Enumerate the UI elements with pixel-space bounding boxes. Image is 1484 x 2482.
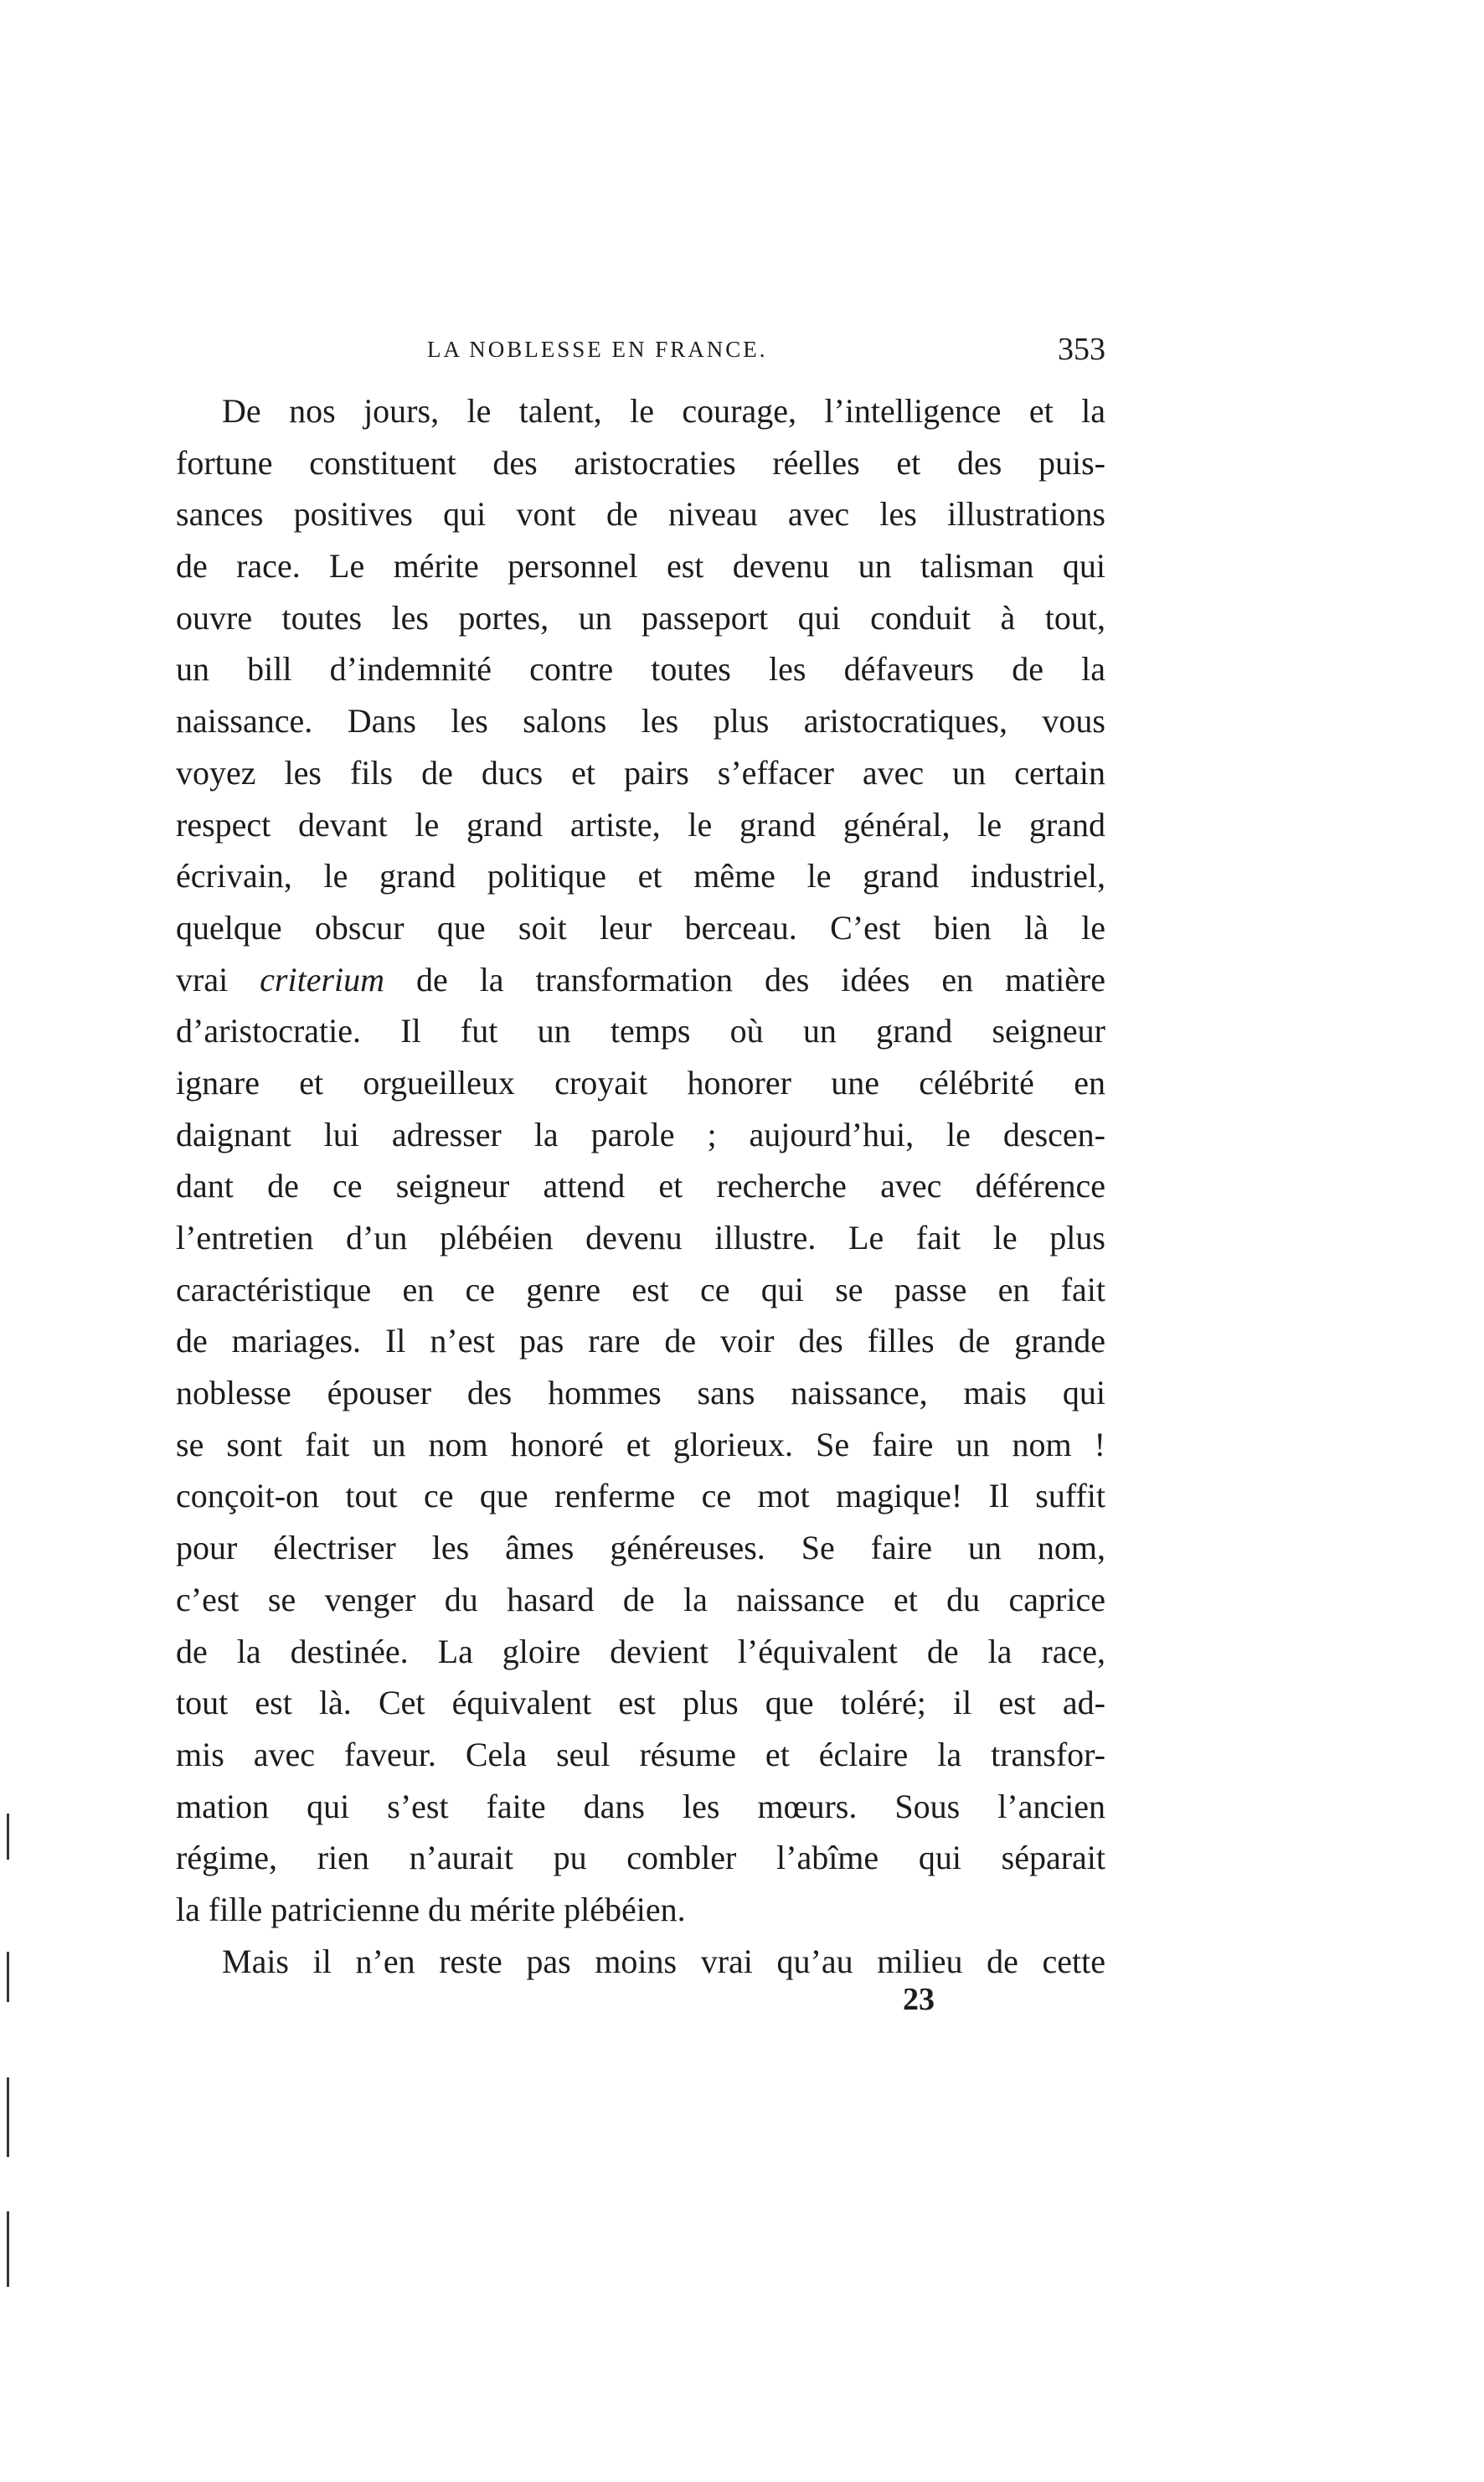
text-line: respect devant le grand artiste, le grand général, le grand [176,805,1105,844]
signature-mark: 23 [903,1982,935,2017]
text-line: un bill d’indemnité contre toutes les défaveurs de la [176,650,1105,689]
text-line: mis avec faveur. Cela seul résume et éclaire la transfor- [176,1735,1105,1773]
text-line: fortune constituent des aristocraties réelles et des puis- [176,443,1105,482]
italic-term: criterium [260,960,385,998]
margin-scan-mark [7,2211,9,2287]
text-line [176,954,1105,1006]
text-line: tout est là. Cet équivalent est plus que toléré; il est ad- [176,1684,1105,1722]
text-segment: vrai [176,960,260,998]
text-line: la fille patricienne du mérite plébéien. [176,1890,686,1928]
text-line: de race. Le mérite personnel est devenu un talisman qui [176,547,1105,586]
text-line: d’aristocratie. Il fut un temps où un grand seigneur [176,1012,1105,1050]
text-line: noblesse épouser des hommes sans naissance, mais qui [176,1374,1105,1412]
text-line: mation qui s’est faite dans les mœurs. Sous l’ancien [176,1787,1105,1825]
text-line: de la destinée. La gloire devient l’équivalent de la race, [176,1632,1105,1670]
running-head [176,328,1105,370]
text-segment: de la transformation des idées en matière [384,960,1106,998]
text-line: l’entretien d’un plébéien devenu illustre. Le fait le plus [176,1219,1105,1256]
text-line: ouvre toutes les portes, un passeport qui conduit à tout, [176,598,1105,637]
text-line: dant de ce seigneur attend et recherche avec déférence [176,1167,1105,1205]
text-line: pour électriser les âmes généreuses. Se faire un nom, [176,1529,1105,1567]
running-title: LA NOBLESSE EN FRANCE. [427,337,768,362]
text-line: c’est se venger du hasard de la naissance et du caprice [176,1580,1105,1618]
body-text [176,385,1105,1987]
text-line: régime, rien n’aurait pu combler l’abîme qui séparait [176,1839,1105,1877]
text-line: conçoit-on tout ce que renferme ce mot magique! Il suffit [176,1477,1105,1515]
text-line: ignare et orgueilleux croyait honorer une célébrité en [176,1063,1105,1102]
margin-scan-mark [7,2077,9,2157]
text-line: naissance. Dans les salons les plus aristocratiques, vous [176,702,1105,740]
margin-scan-mark [7,1952,9,2002]
text-line: voyez les fils de ducs et pairs s’effacer avec un certain [176,753,1105,792]
text-line: De nos jours, le talent, le courage, l’intelligence et la [222,392,1105,430]
text-line: se sont fait un nom honoré et glorieux. Se faire un nom ! [176,1425,1105,1463]
margin-scan-mark [7,1814,9,1860]
text-line: daignant lui adresser la parole ; aujourd’hui, le descen- [176,1115,1105,1153]
text-line: écrivain, le grand politique et même le grand industriel, [176,857,1105,895]
page-number: 353 [1058,332,1105,367]
text-line: caractéristique en ce genre est ce qui se passe en fait [176,1270,1105,1308]
text-line: sances positives qui vont de niveau avec les illustrations [176,495,1105,534]
text-line: quelque obscur que soit leur berceau. C’est bien là le [176,908,1105,947]
text-line: Mais il n’en reste pas moins vrai qu’au milieu de cette [222,1942,1105,1980]
text-line: de mariages. Il n’est pas rare de voir des filles de grande [176,1322,1105,1360]
